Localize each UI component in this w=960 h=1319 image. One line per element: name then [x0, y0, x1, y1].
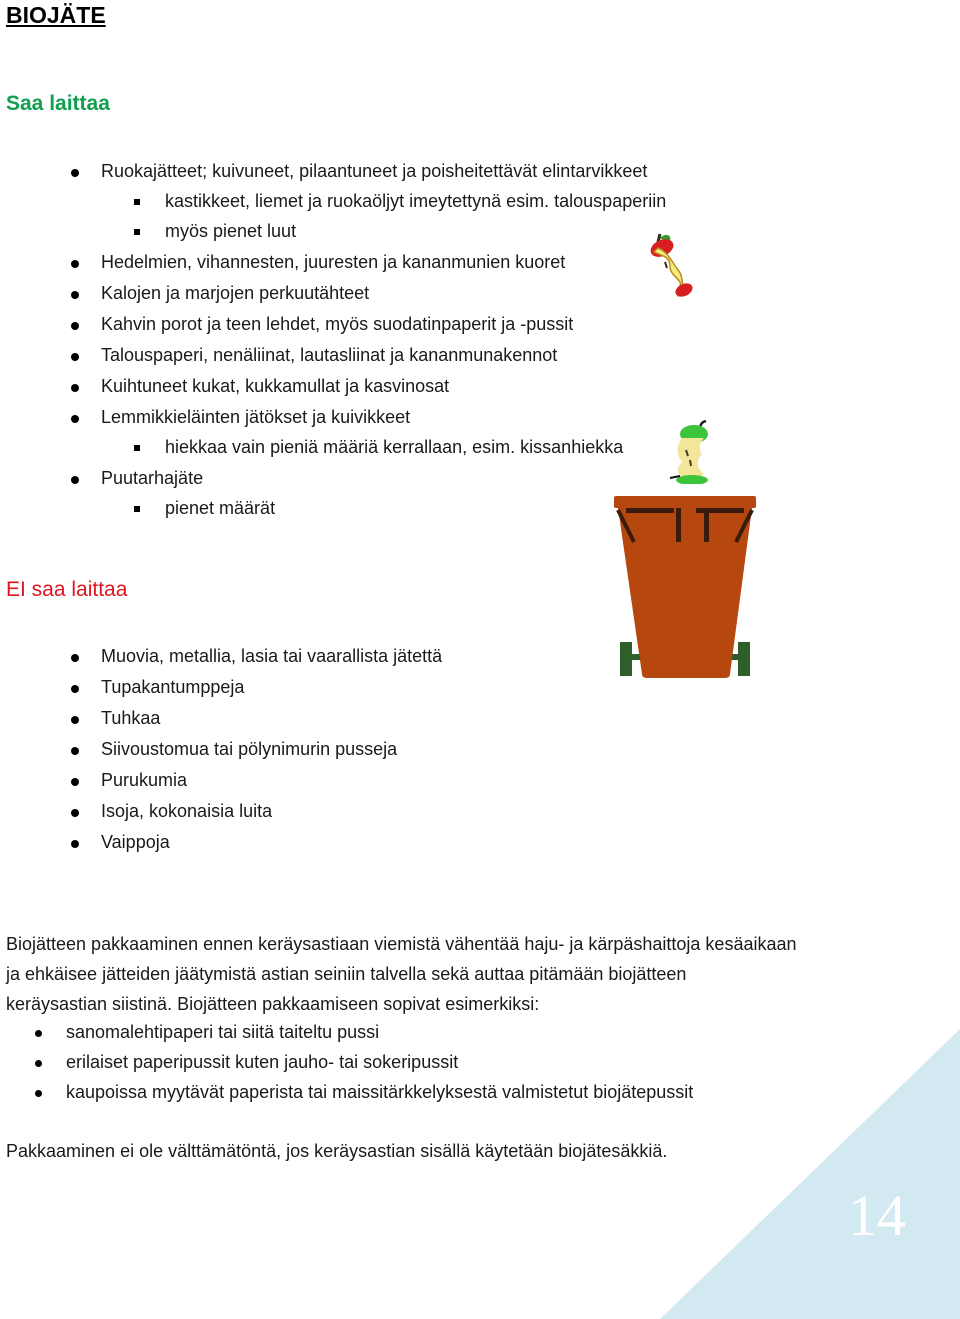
list-item: Isoja, kokonaisia luita: [101, 801, 273, 821]
bullet: [71, 476, 79, 484]
list-item: Siivoustomua tai pölynimurin pusseja: [101, 739, 398, 759]
list-item: hiekkaa vain pieniä määriä kerrallaan, esim. kissanhiekka: [165, 437, 624, 457]
list-item: sanomalehtipaperi tai siitä taiteltu pussi: [66, 1022, 380, 1042]
list-item: Ruokajätteet; kuivuneet, pilaantuneet ja poisheitettävät elintarvikkeet: [101, 161, 648, 181]
list-item: pienet määrät: [165, 498, 276, 518]
bullet: [71, 169, 79, 177]
bullet: [71, 322, 79, 330]
bullet: [71, 840, 79, 848]
bullet: [71, 384, 79, 392]
biowaste-bin-icon: [612, 494, 758, 680]
list-item: Puutarhajäte: [101, 468, 204, 488]
list-item: Tupakantumppeja: [101, 677, 245, 697]
list-item: erilaiset paperipussit kuten jauho- tai sokeripussit: [66, 1052, 459, 1072]
list-item: Lemmikkieläinten jätökset ja kuivikkeet: [101, 407, 411, 427]
list-item: kaupoissa myytävät paperista tai maissitärkkelyksestä valmistetut biojätepussit: [66, 1082, 694, 1102]
bullet: [134, 229, 140, 235]
allowed-heading: Saa laittaa: [6, 92, 110, 115]
list-item: Kuihtuneet kukat, kukkamullat ja kasvinosat: [101, 376, 450, 396]
bullet: [71, 778, 79, 786]
bullet: [71, 716, 79, 724]
list-item: Tuhkaa: [101, 708, 161, 728]
red-apple-core-icon: [640, 232, 696, 298]
list-item: Muovia, metallia, lasia tai vaarallista jätettä: [101, 646, 443, 666]
bullet: [134, 199, 140, 205]
bullet: [71, 415, 79, 423]
bullet: [35, 1030, 42, 1037]
bullet: [71, 260, 79, 268]
list-item: Kahvin porot ja teen lehdet, myös suodatinpaperit ja -pussit: [101, 314, 574, 334]
list-item: kastikkeet, liemet ja ruokaöljyt imeytettynä esim. talouspaperiin: [165, 191, 667, 211]
bullet: [134, 506, 140, 512]
corner-decoration: [660, 1029, 960, 1319]
list-item: Purukumia: [101, 770, 188, 790]
bullet: [71, 291, 79, 299]
packing-paragraph-line: Biojätteen pakkaaminen ennen keräysastiaan viemistä vähentää haju- ja kärpäshaittoja kesäaikaan: [6, 934, 797, 954]
bullet: [35, 1090, 42, 1097]
list-item: Hedelmien, vihannesten, juuresten ja kananmunien kuoret: [101, 252, 566, 272]
packing-paragraph-line: keräysastian siistinä. Biojätteen pakkaamiseen sopivat esimerkiksi:: [6, 994, 540, 1014]
bullet: [35, 1060, 42, 1067]
bullet: [71, 747, 79, 755]
list-item: Talouspaperi, nenäliinat, lautasliinat ja kananmunakennot: [101, 345, 558, 365]
bullet: [71, 353, 79, 361]
bullet: [134, 445, 140, 451]
list-item: Kalojen ja marjojen perkuutähteet: [101, 283, 370, 303]
green-apple-core-icon: [656, 420, 716, 484]
packing-note: Pakkaaminen ei ole välttämätöntä, jos keräysastian sisällä käytetään biojätesäkkiä.: [6, 1141, 668, 1161]
bullet: [71, 809, 79, 817]
list-item: myös pienet luut: [165, 221, 297, 241]
list-item: Vaippoja: [101, 832, 170, 852]
bullet: [71, 685, 79, 693]
page-title: BIOJÄTE: [6, 2, 106, 28]
bullet: [71, 654, 79, 662]
packing-paragraph-line: ja ehkäisee jätteiden jäätymistä astian seiniin talvella sekä auttaa pitämään biojätteen: [6, 964, 687, 984]
not-allowed-heading: EI saa laittaa: [6, 578, 128, 601]
page-number: 14: [848, 1183, 906, 1248]
